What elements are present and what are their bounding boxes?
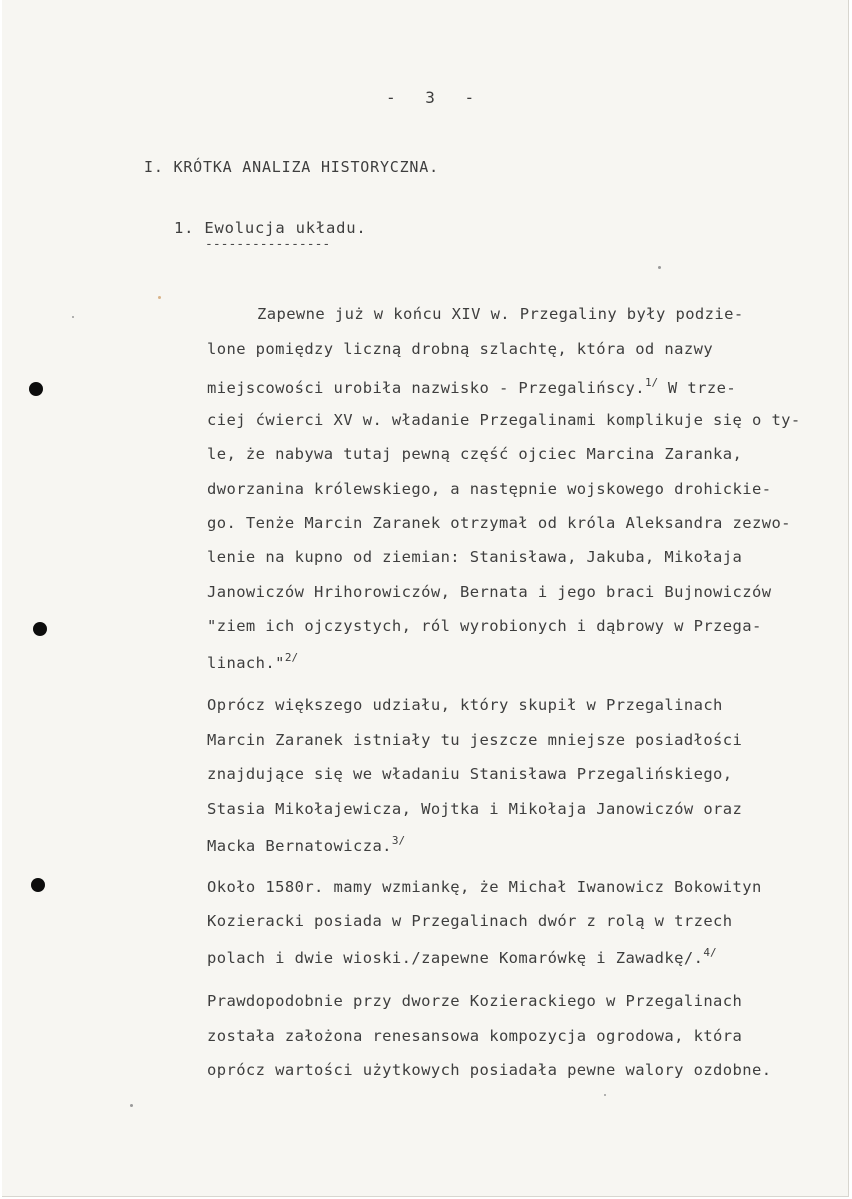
document-page bbox=[2, 0, 849, 1197]
paragraph1-line-3-text: miejscowości urobiła nazwisko - Przegalińscy. bbox=[207, 379, 645, 397]
paragraph1-line-10: "ziem ich ojczystych, ról wyrobionych i dąbrowy w Przega- bbox=[207, 617, 762, 635]
speck bbox=[158, 296, 161, 299]
speck bbox=[130, 1104, 133, 1107]
paragraph1-line-11 bbox=[207, 651, 298, 672]
paragraph1-line-5: le, że nabywa tutaj pewną część ojciec Marcina Zaranka, bbox=[207, 445, 743, 463]
footnote-ref-1: 1/ bbox=[644, 376, 659, 389]
paragraph3-line-1: Około 1580r. mamy wzmiankę, że Michał Iwanowicz Bokowityn bbox=[207, 878, 762, 896]
speck bbox=[604, 1094, 606, 1096]
page-number: - 3 - bbox=[386, 88, 485, 107]
paragraph1-line-8: lenie na kupno od ziemian: Stanisława, Jakuba, Mikołaja bbox=[207, 548, 743, 566]
paragraph1-line-6: dworzanina królewskiego, a następnie wojskowego drohickie- bbox=[207, 480, 772, 498]
section-heading: 1. Ewolucja układu. bbox=[174, 219, 367, 237]
paragraph2-line-5 bbox=[207, 834, 405, 855]
paragraph3-line-2: Kozieracki posiada w Przegalinach dwór z rolą w trzech bbox=[207, 912, 733, 930]
paragraph4-line-1: Prawdopodobnie przy dworze Kozierackiego w Przegalinach bbox=[207, 992, 743, 1010]
paragraph1-line-3-tail: W trze- bbox=[667, 379, 737, 397]
footnote-ref-3: 3/ bbox=[391, 834, 406, 847]
paragraph4-line-2: została założona renesansowa kompozycja ogrodowa, która bbox=[207, 1027, 743, 1045]
paragraph1-line-11-text: linach." bbox=[207, 654, 285, 672]
paragraph2-line-2: Marcin Zaranek istniały tu jeszcze mniejsze posiadłości bbox=[207, 731, 743, 749]
footnote-ref-4: 4/ bbox=[703, 946, 717, 959]
paragraph2-line-5-text: Macka Bernatowicza. bbox=[207, 837, 392, 855]
paragraph1-line-3 bbox=[207, 376, 736, 397]
section-heading-underline: ---------------- bbox=[205, 237, 331, 252]
paragraph2-line-4: Stasia Mikołajewicza, Wojtka i Mikołaja Janowiczów oraz bbox=[207, 800, 743, 818]
paragraph3-line-3-text: polach i dwie wioski./zapewne Komarówkę i Zawadkę/. bbox=[207, 949, 704, 967]
footnote-ref-2: 2/ bbox=[284, 651, 299, 664]
speck bbox=[72, 316, 74, 318]
punch-hole-top bbox=[29, 382, 43, 396]
paragraph1-line-2: lone pomiędzy liczną drobną szlachtę, która od nazwy bbox=[207, 340, 714, 358]
speck bbox=[658, 266, 661, 269]
paragraph2-line-1: Oprócz większego udziału, który skupił w Przegalinach bbox=[207, 696, 723, 714]
paragraph1-line-4: ciej ćwierci XV w. władanie Przegalinami komplikuje się o ty- bbox=[207, 411, 801, 429]
punch-hole-bottom bbox=[31, 878, 45, 892]
paragraph1-line-1: Zapewne już w końcu XIV w. Przegaliny były podzie- bbox=[257, 305, 744, 323]
punch-hole-middle bbox=[33, 622, 47, 636]
chapter-heading: I. KRÓTKA ANALIZA HISTORYCZNA. bbox=[144, 158, 439, 176]
paragraph2-line-3: znajdujące się we władaniu Stanisława Przegalińskiego, bbox=[207, 765, 733, 783]
paragraph1-line-7: go. Tenże Marcin Zaranek otrzymał od króla Aleksandra zezwo- bbox=[207, 514, 791, 532]
paragraph3-line-3 bbox=[207, 946, 717, 967]
paragraph4-line-3: oprócz wartości użytkowych posiadała pewne walory ozdobne. bbox=[207, 1061, 772, 1079]
paragraph1-line-9: Janowiczów Hrihorowiczów, Bernata i jego braci Bujnowiczów bbox=[207, 583, 772, 601]
